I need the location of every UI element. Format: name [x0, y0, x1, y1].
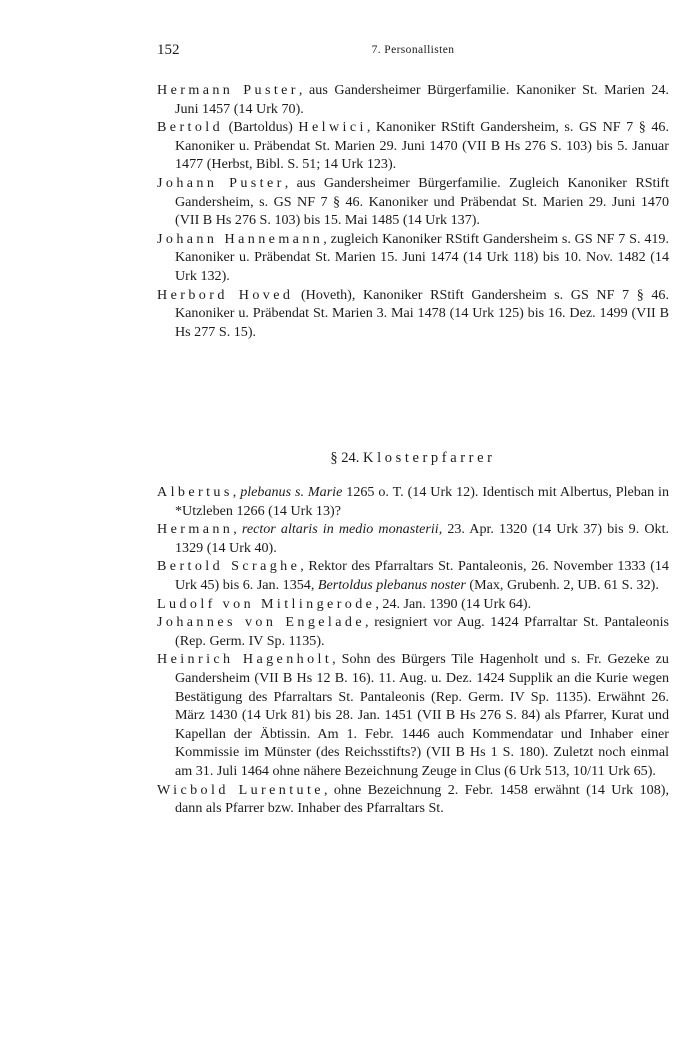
list-item — [157, 230, 669, 286]
list-item — [157, 286, 669, 342]
person-name: Johann Puster — [157, 174, 285, 191]
latin-quote: rector altaris in medio monasterii, — [241, 521, 443, 538]
list-item — [157, 520, 669, 557]
list-item — [157, 174, 669, 230]
person-name: Ludolf von Mitlingerode — [157, 595, 376, 612]
entry-text: (Max, Grubenh. 2, UB. 61 S. 32). — [465, 576, 659, 593]
list-item — [157, 781, 669, 818]
page-number: 152 — [157, 42, 180, 58]
person-name: Herbord Hoved — [157, 286, 294, 303]
page-header — [157, 42, 669, 62]
entry-text: , Sohn des Bürgers Tile Hagenholt und s. Fr. Gezeke zu Gandersheim (VII B Hs 12 B. 16). 11. Aug. u. Dez. 1424 Supplik an die Kurie wegen Bestätigung des Pfarraltars St. Pantaleonis (Rep. Germ. IV Sp. 1135). Erwähnt 26. März 1430 (14 Urk 81) bis 28. Jan. 1451 (VII B Hs 276 S. 84) als Pfarrer, Kurat und Kapellan der Äbtissin. Am 1. Febr. 1446 auch Kommendatar und Inhaber einer Kommissie im Münster (des Reichsstifts?) (VII B Hs 1 S. 180). Zuletzt noch einmal am 31. Juli 1464 ohne nähere Bezeichnung Zeuge in Clus (6 Urk 513, 10/11 Urk 65). — [175, 651, 669, 779]
entry-text: (Hoveth), Kanoniker RStift Gandersheim s. GS NF 7 § 46. Kanoniker u. Präbendat St. Marien 3. Mai 1478 (14 Urk 125) bis 16. Dez. 1499 (VII B Hs 277 S. 15). — [175, 286, 669, 340]
section-number: § 24. — [330, 450, 360, 466]
latin-quote: plebanus s. Marie — [240, 484, 343, 500]
list-item — [157, 613, 669, 650]
entry-text: 23. Apr. 1320 (14 Urk 37) bis 9. Okt. 1329 (14 Urk 40). — [175, 521, 670, 556]
personnel-list-parish-priests — [157, 483, 669, 818]
person-name: Hermann Puster — [157, 82, 299, 98]
person-name: Wicbold Lurentute — [157, 781, 324, 798]
entry-text: , — [233, 521, 242, 538]
person-name: Hermann — [157, 521, 234, 538]
list-item — [157, 557, 669, 594]
list-item — [157, 595, 669, 614]
entry-text: , — [232, 484, 241, 500]
running-title: 7. Personallisten — [371, 44, 455, 56]
entry-text: , aus Gandersheimer Bürgerfamilie. Kanoniker St. Marien 24. Juni 1457 (14 Urk 70). — [175, 82, 669, 117]
list-item — [157, 483, 669, 520]
entry-text: (Bartoldus) — [223, 119, 299, 136]
personnel-list-canons — [157, 81, 669, 341]
list-item — [157, 118, 669, 174]
section-heading — [157, 450, 669, 467]
entry-text: , resigniert vor Aug. 1424 Pfarraltar St. Pantaleonis (Rep. Germ. IV Sp. 1135). — [175, 614, 670, 649]
person-name: Johannes von Engelade — [157, 614, 366, 631]
latin-quote: Bertoldus plebanus noster — [317, 576, 466, 593]
person-name: Bertold — [157, 119, 224, 136]
entry-text: , Kanoniker RStift Gandersheim, s. GS NF 7 § 46. Kanoniker u. Präbendat St. Marien 29. Juni 1470 (VII B Hs 276 S. 103) bis 5. Januar 1477 (Herbst, Bibl. S. 51; 14 Urk 123). — [175, 119, 669, 173]
entry-text: , ohne Bezeichnung 2. Febr. 1458 erwähnt (14 Urk 108), dann als Pfarrer bzw. Inhaber des Pfarraltars St. — [175, 781, 669, 817]
person-name: Heinrich Hagenholt — [157, 651, 333, 668]
person-name: Bertold Scraghe — [157, 558, 301, 575]
section-title: Klosterpfarrer — [363, 450, 496, 466]
entry-text: , zugleich Kanoniker RStift Gandersheim s. GS NF 7 S. 419. Kanoniker u. Präbendat St. Marien 15. Juni 1474 (14 Urk 118) bis 10. Nov. 1482 (14 Urk 132). — [175, 230, 669, 284]
entry-text: , Rektor des Pfarraltars St. Pantaleonis, 26. November 1333 (14 Urk 45) bis 6. Jan. 1354, — [175, 558, 669, 593]
person-name: Johann Hannemann — [157, 230, 324, 247]
person-surname: Helwici — [298, 119, 367, 136]
entry-text: , aus Gandersheimer Bürgerfamilie. Zugleich Kanoniker RStift Gandersheim, s. GS NF 7 § 46. Kanoniker und Präbendat St. Marien 29. Juni 1470 (VII B Hs 276 S. 103) bis 15. Mai 1485 (14 Urk 137). — [175, 174, 669, 229]
entry-text: , 24. Jan. 1390 (14 Urk 64). — [375, 595, 532, 612]
entry-text: 1265 o. T. (14 Urk 12). Identisch mit Albertus, Pleban in *Utzleben 1266 (14 Urk 13)? — [175, 484, 670, 519]
list-item — [157, 650, 669, 780]
person-name: Albertus — [157, 484, 233, 500]
list-item — [157, 81, 669, 118]
